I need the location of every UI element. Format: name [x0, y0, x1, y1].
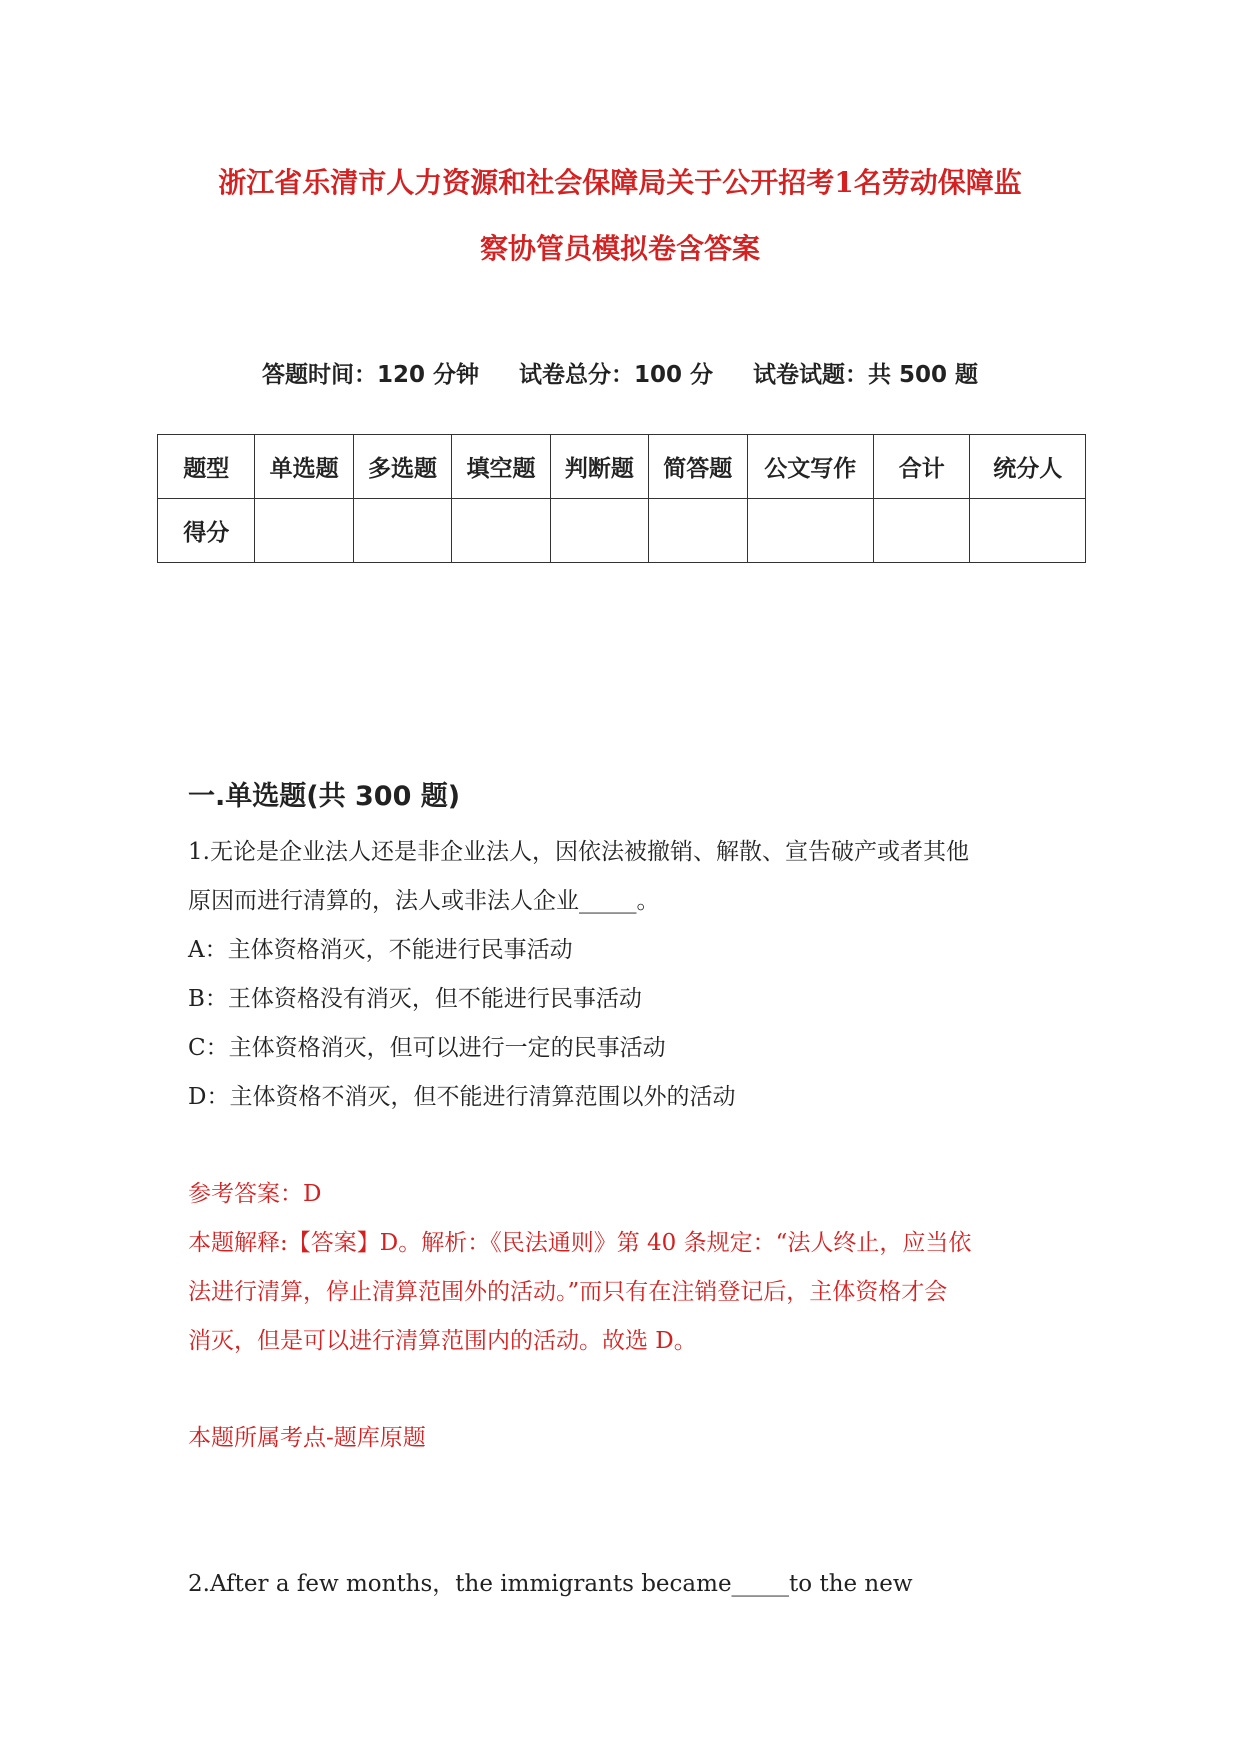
- header-cell: 题型: [158, 435, 255, 499]
- header-cell: 统分人: [970, 435, 1086, 499]
- score-row-label: 得分: [158, 499, 255, 563]
- title-line-1: 浙江省乐清市人力资源和社会保障局关于公开招考1名劳动保障监: [218, 166, 1022, 199]
- question-1-point: [188, 1414, 1068, 1463]
- explanation-line: 消灭，但是可以进行清算范围内的活动。故选 D。: [188, 1328, 697, 1354]
- header-cell: 多选题: [353, 435, 451, 499]
- option-a: A：主体资格消灭，不能进行民事活动: [188, 937, 573, 963]
- question-stem: 2.After a few months，the immigrants became_____to the new: [188, 1571, 913, 1597]
- score-cell: [353, 499, 451, 563]
- header-cell: 简答题: [649, 435, 747, 499]
- score-cell: [452, 499, 550, 563]
- explanation-line: 法进行清算，停止清算范围外的活动。”而只有在注销登记后，主体资格才会: [188, 1279, 948, 1305]
- knowledge-point: 本题所属考点-题库原题: [188, 1425, 426, 1451]
- option-c: C：主体资格消灭，但可以进行一定的民事活动: [188, 1035, 666, 1061]
- score-table-score-row: [158, 499, 1086, 563]
- exam-question-count: 试卷试题：共 500 题: [753, 362, 979, 388]
- title-line-2: 察协管员模拟卷含答案: [479, 232, 760, 265]
- reference-answer: 参考答案：D: [188, 1181, 322, 1207]
- explanation-line: 本题解释:【答案】D。解析：《民法通则》第 40 条规定：“法人终止，应当依: [188, 1230, 972, 1256]
- score-cell: [649, 499, 747, 563]
- question-stem: 1.无论是企业法人还是非企业法人，因依法被撤销、解散、宣告破产或者其他: [188, 839, 969, 865]
- question-2: [188, 1560, 1068, 1609]
- question-1: [188, 828, 1068, 1122]
- header-cell: 判断题: [550, 435, 648, 499]
- exam-time: 答题时间：120 分钟: [261, 362, 479, 388]
- exam-total-score: 试卷总分：100 分: [518, 362, 714, 388]
- score-table: [157, 434, 1086, 563]
- option-b: B：王体资格没有消灭，但不能进行民事活动: [188, 986, 642, 1012]
- header-cell: 单选题: [255, 435, 353, 499]
- score-cell: [550, 499, 648, 563]
- score-cell: [874, 499, 970, 563]
- score-table-header-row: [158, 435, 1086, 499]
- exam-meta: [0, 356, 1240, 389]
- section-title: 一.单选题(共 300 题): [188, 781, 461, 812]
- header-cell: 合计: [874, 435, 970, 499]
- document-title: [0, 150, 1240, 282]
- header-cell: 填空题: [452, 435, 550, 499]
- score-cell: [255, 499, 353, 563]
- header-cell: 公文写作: [747, 435, 874, 499]
- score-cell: [970, 499, 1086, 563]
- question-stem: 原因而进行清算的，法人或非法人企业_____。: [188, 888, 660, 914]
- question-1-answer: [188, 1170, 1068, 1366]
- score-cell: [747, 499, 874, 563]
- option-d: D：主体资格不消灭，但不能进行清算范围以外的活动: [188, 1084, 736, 1110]
